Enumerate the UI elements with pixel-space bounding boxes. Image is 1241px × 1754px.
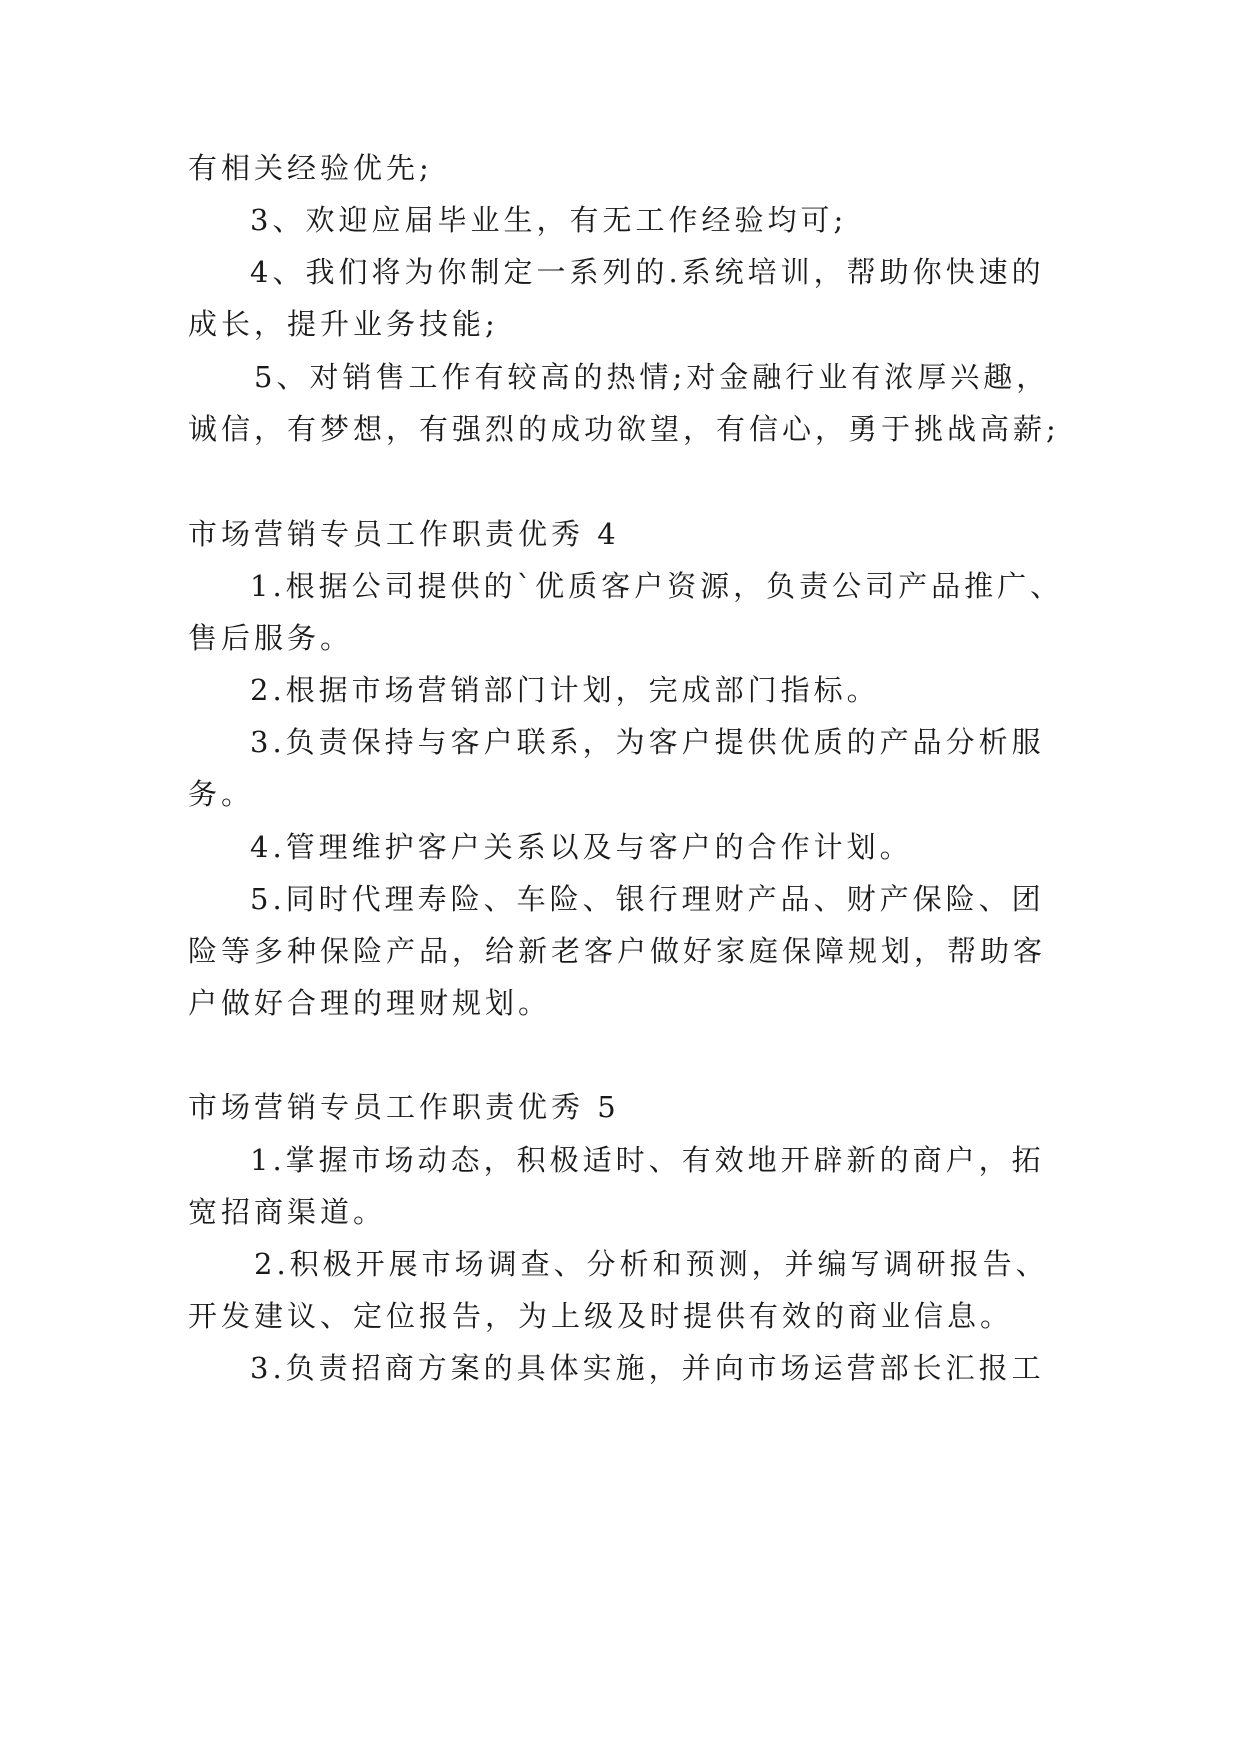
paragraph-line: 有相关经验优先; [188, 151, 433, 185]
paragraph-line: 务。 [188, 777, 255, 811]
paragraph-line: 2.积极开展市场调查、分析和预测，并编写调研报告、 [254, 1247, 1049, 1281]
paragraph-line: 5、对销售工作有较高的热情;对金融行业有浓厚兴趣， [254, 360, 1050, 394]
paragraph-line: 4.管理维护客户关系以及与客户的合作计划。 [250, 830, 913, 864]
paragraph-line: 户做好合理的理财规划。 [188, 986, 552, 1020]
section-heading: 市场营销专员工作职责优秀 5 [188, 1090, 620, 1124]
paragraph-line: 1.掌握市场动态，积极适时、有效地开辟新的商户，拓 [250, 1143, 1045, 1177]
paragraph-line: 宽招商渠道。 [188, 1195, 387, 1229]
paragraph-line: 开发建议、定位报告，为上级及时提供有效的商业信息。 [188, 1299, 1014, 1333]
paragraph-line: 4、我们将为你制定一系列的.系统培训，帮助你快速的 [250, 255, 1045, 289]
paragraph-line: 诚信，有梦想，有强烈的成功欲望，有信心，勇于挑战高薪; [188, 412, 1060, 446]
paragraph-line: 2.根据市场营销部门计划，完成部门指标。 [250, 673, 880, 707]
paragraph-line: 险等多种保险产品，给新老客户做好家庭保障规划，帮助客 [188, 934, 1047, 968]
paragraph-line: 3.负责保持与客户联系，为客户提供优质的产品分析服 [250, 725, 1045, 759]
paragraph-line: 3.负责招商方案的具体实施，并向市场运营部长汇报工 [250, 1351, 1045, 1385]
section-heading: 市场营销专员工作职责优秀 4 [188, 517, 620, 551]
paragraph-line: 5.同时代理寿险、车险、银行理财产品、财产保险、团 [250, 882, 1045, 916]
paragraph-line: 售后服务。 [188, 621, 354, 655]
paragraph-line: 1.根据公司提供的`优质客户资源，负责公司产品推广、 [250, 569, 1064, 603]
paragraph-line: 成长，提升业务技能; [188, 307, 499, 341]
paragraph-line: 3、欢迎应届毕业生，有无工作经验均可; [250, 203, 848, 237]
